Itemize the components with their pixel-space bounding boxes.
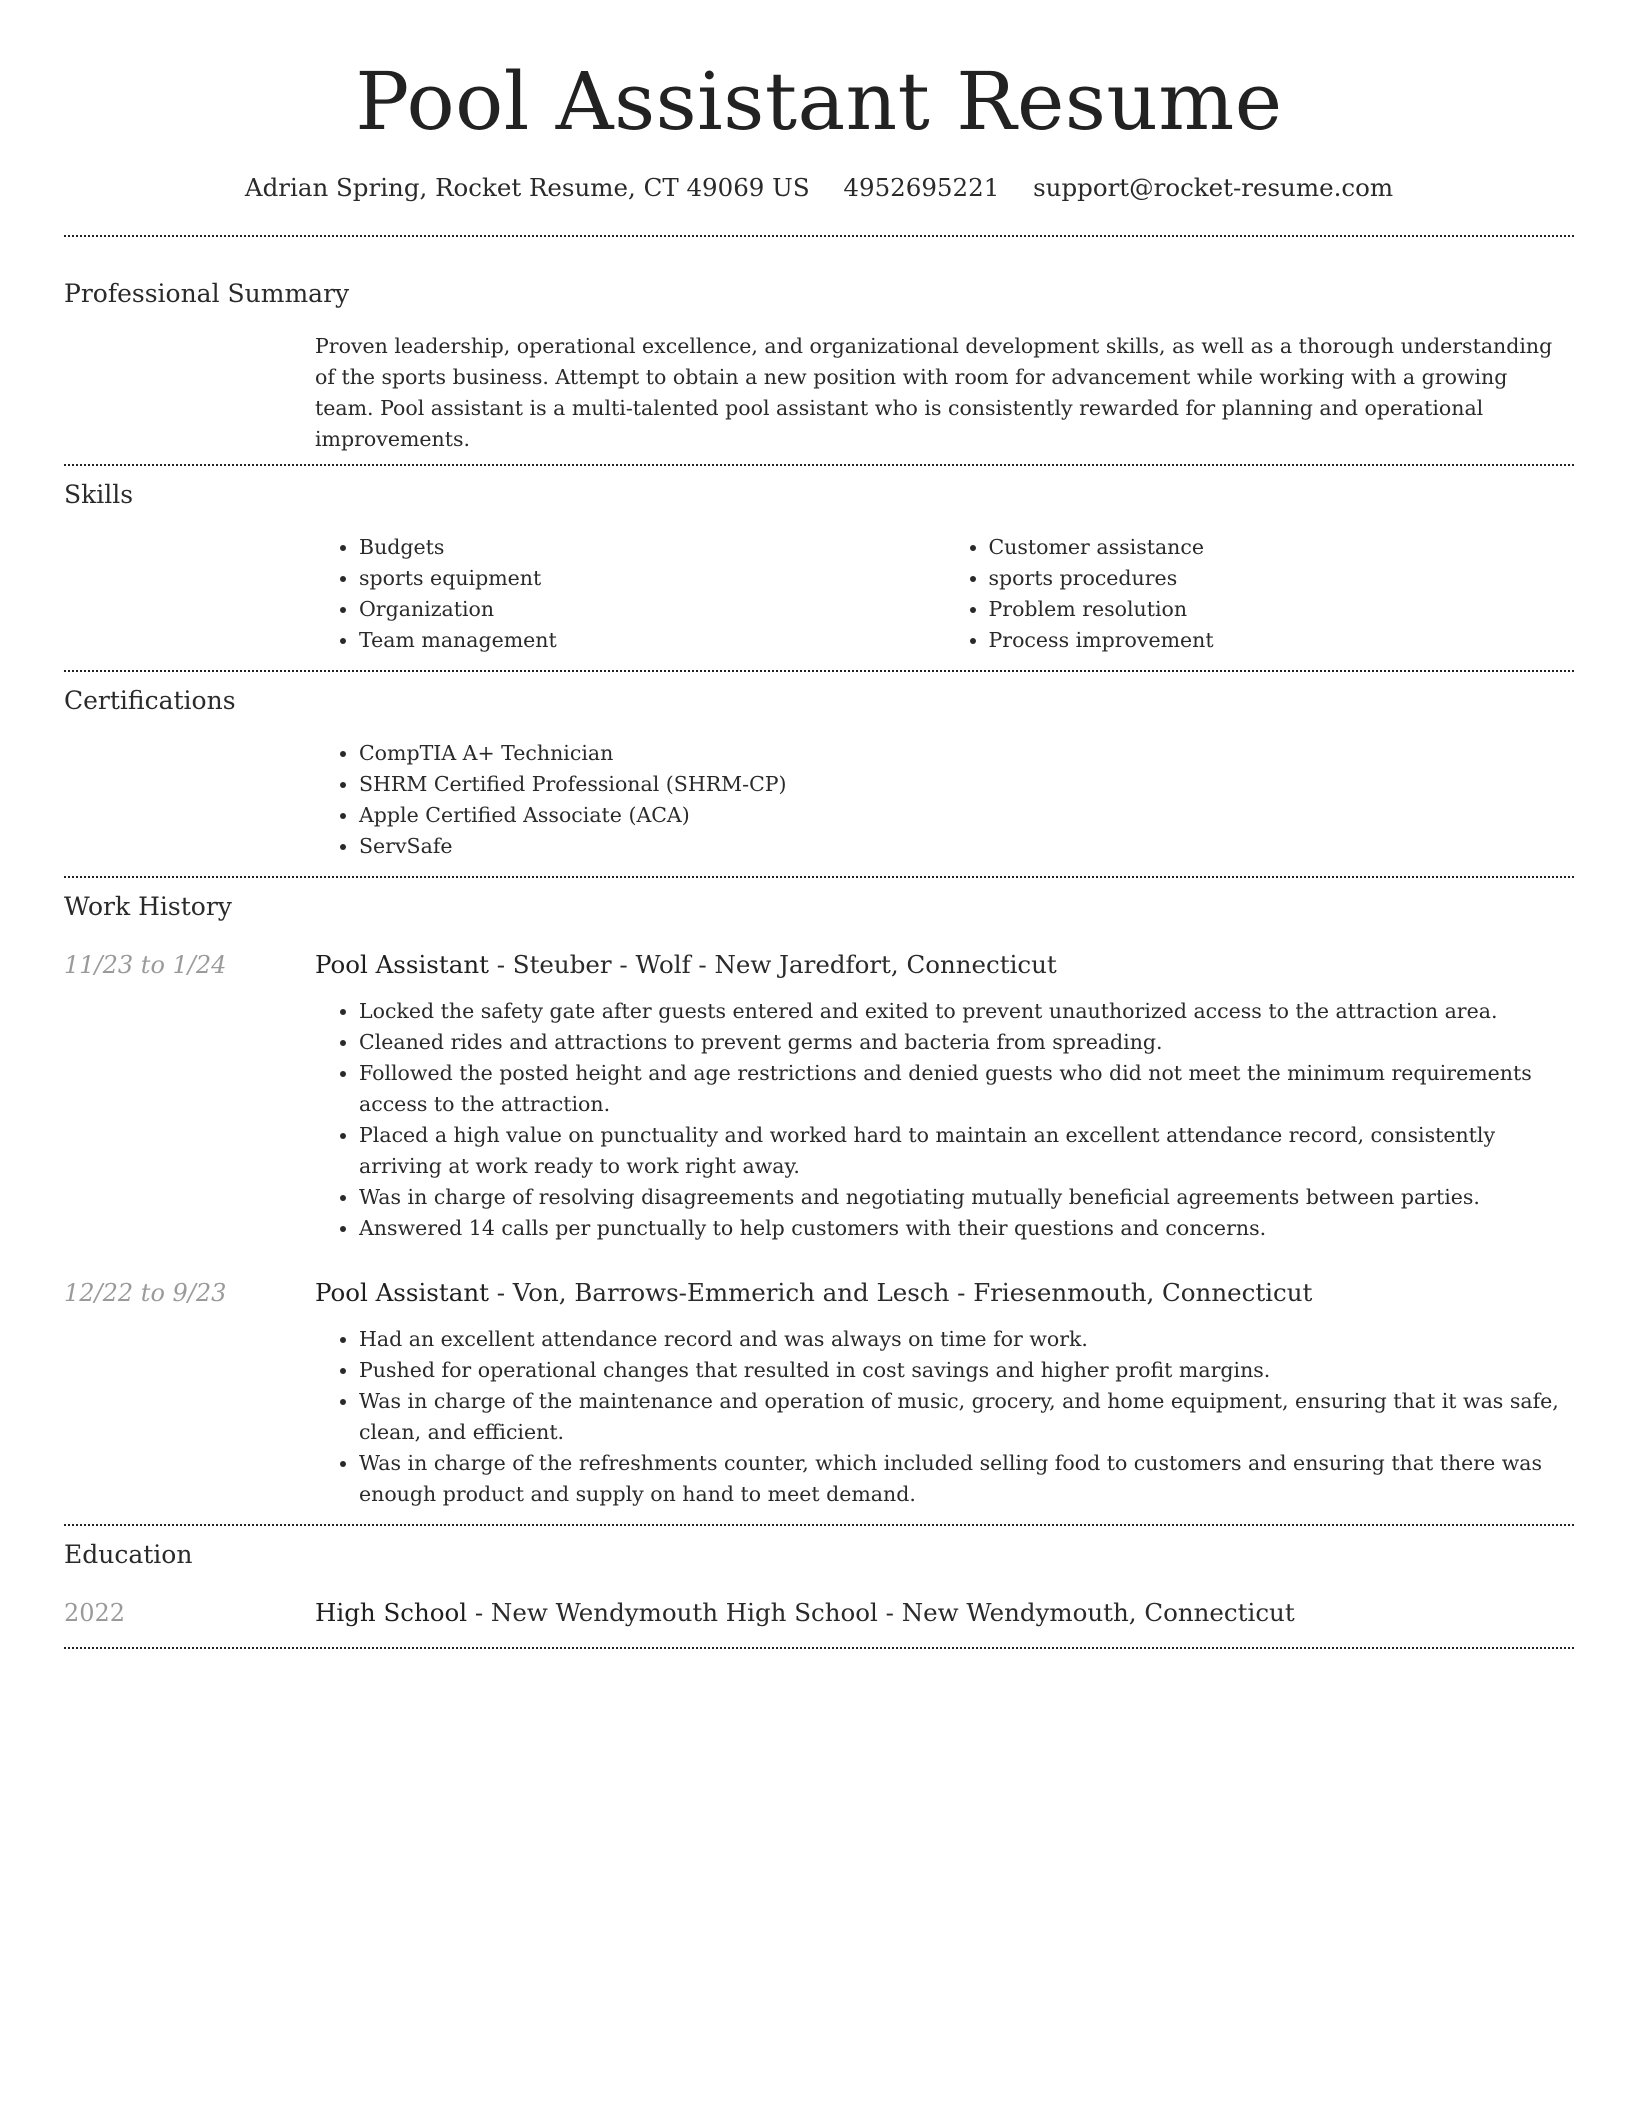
divider bbox=[64, 464, 1574, 466]
job-bullet: • Had an excellent attendance record and was always on time for work. bbox=[359, 1324, 1574, 1355]
skill-item: • Budgets bbox=[359, 532, 945, 563]
skill-item: • sports procedures bbox=[989, 563, 1575, 594]
divider bbox=[64, 1524, 1574, 1526]
job-bullet: • Was in charge of the maintenance and operation of music, grocery, and home equipment, ensuring that it was safe, clean, and efficient. bbox=[359, 1386, 1574, 1448]
skill-item: • Team management bbox=[359, 625, 945, 656]
section-title-certifications: Certifications bbox=[64, 686, 236, 715]
certifications-list bbox=[315, 738, 1574, 862]
job-dates: 12/22 to 9/23 bbox=[64, 1279, 227, 1307]
job-bullet-list bbox=[315, 996, 1574, 1244]
resume-page bbox=[64, 0, 1574, 1649]
job-bullet: • Cleaned rides and attractions to prevent germs and bacteria from spreading. bbox=[359, 1027, 1574, 1058]
contact-phone: 4952695221 bbox=[843, 173, 1000, 202]
education-degree: High School bbox=[315, 1598, 468, 1627]
contact-line bbox=[64, 170, 1574, 206]
education-year: 2022 bbox=[64, 1599, 126, 1627]
skill-item: • Process improvement bbox=[989, 625, 1575, 656]
job-role: Pool Assistant bbox=[315, 950, 489, 979]
certification-item: • Apple Certified Associate (ACA) bbox=[359, 800, 1574, 831]
job-details: - Von, Barrows-Emmerich and Lesch - Friesenmouth, Connecticut bbox=[488, 1278, 1313, 1307]
section-title-work-history: Work History bbox=[64, 892, 232, 921]
section-title-summary: Professional Summary bbox=[64, 279, 350, 308]
skills-list bbox=[315, 532, 1574, 656]
skills-column-left bbox=[315, 532, 945, 656]
contact-address: Adrian Spring, Rocket Resume, CT 49069 US bbox=[244, 173, 810, 202]
job-heading bbox=[315, 948, 1574, 982]
certification-item: • SHRM Certified Professional (SHRM-CP) bbox=[359, 769, 1574, 800]
job-bullet: • Followed the posted height and age restrictions and denied guests who did not meet the minimum requirements access to the attraction. bbox=[359, 1058, 1574, 1120]
skill-item: • Customer assistance bbox=[989, 532, 1575, 563]
divider bbox=[64, 670, 1574, 672]
section-title-education: Education bbox=[64, 1540, 193, 1569]
skill-item: • sports equipment bbox=[359, 563, 945, 594]
job-bullet: • Placed a high value on punctuality and worked hard to maintain an excellent attendance record, consistently arriving at work ready to work right away. bbox=[359, 1120, 1574, 1182]
job-entry bbox=[64, 948, 1574, 1244]
page-title: Pool Assistant Resume bbox=[355, 55, 1283, 148]
education-details: - New Wendymouth High School - New Wendymouth, Connecticut bbox=[467, 1598, 1295, 1627]
certifications-bullets bbox=[315, 738, 1574, 862]
job-bullet: • Was in charge of the refreshments counter, which included selling food to customers and ensuring that there was enough product and supply on hand to meet demand. bbox=[359, 1448, 1574, 1510]
job-bullet: • Was in charge of resolving disagreements and negotiating mutually beneficial agreements between parties. bbox=[359, 1182, 1574, 1213]
job-entry bbox=[64, 1276, 1574, 1510]
certification-item: • CompTIA A+ Technician bbox=[359, 738, 1574, 769]
certification-item: • ServSafe bbox=[359, 831, 1574, 862]
skill-item: • Problem resolution bbox=[989, 594, 1575, 625]
summary-text: Proven leadership, operational excellence, and organizational development skills, as well as a thorough understanding of the sports business. Attempt to obtain a new position with room for advancement while working with a growing team. Pool assistant is a multi-talented pool assistant who is consistently rewarded for planning and operational improvements. bbox=[315, 334, 1553, 451]
divider bbox=[64, 235, 1574, 237]
education-heading bbox=[315, 1596, 1574, 1630]
job-details: - Steuber - Wolf - New Jaredfort, Connecticut bbox=[488, 950, 1057, 979]
skill-item: • Organization bbox=[359, 594, 945, 625]
job-bullet: • Locked the safety gate after guests entered and exited to prevent unauthorized access to the attraction area. bbox=[359, 996, 1574, 1027]
section-title-skills: Skills bbox=[64, 480, 134, 509]
job-heading bbox=[315, 1276, 1574, 1310]
job-bullet: • Answered 14 calls per punctually to help customers with their questions and concerns. bbox=[359, 1213, 1574, 1244]
job-bullets bbox=[315, 996, 1574, 1244]
job-bullet-list bbox=[315, 1324, 1574, 1510]
job-dates: 11/23 to 1/24 bbox=[64, 951, 227, 979]
divider bbox=[64, 1647, 1574, 1649]
divider bbox=[64, 876, 1574, 878]
job-bullets bbox=[315, 1324, 1574, 1510]
job-role: Pool Assistant bbox=[315, 1278, 489, 1307]
education-entry bbox=[64, 1596, 1574, 1630]
job-bullet: • Pushed for operational changes that resulted in cost savings and higher profit margins. bbox=[359, 1355, 1574, 1386]
skills-column-right bbox=[945, 532, 1575, 656]
contact-email: support@rocket-resume.com bbox=[1033, 173, 1394, 202]
